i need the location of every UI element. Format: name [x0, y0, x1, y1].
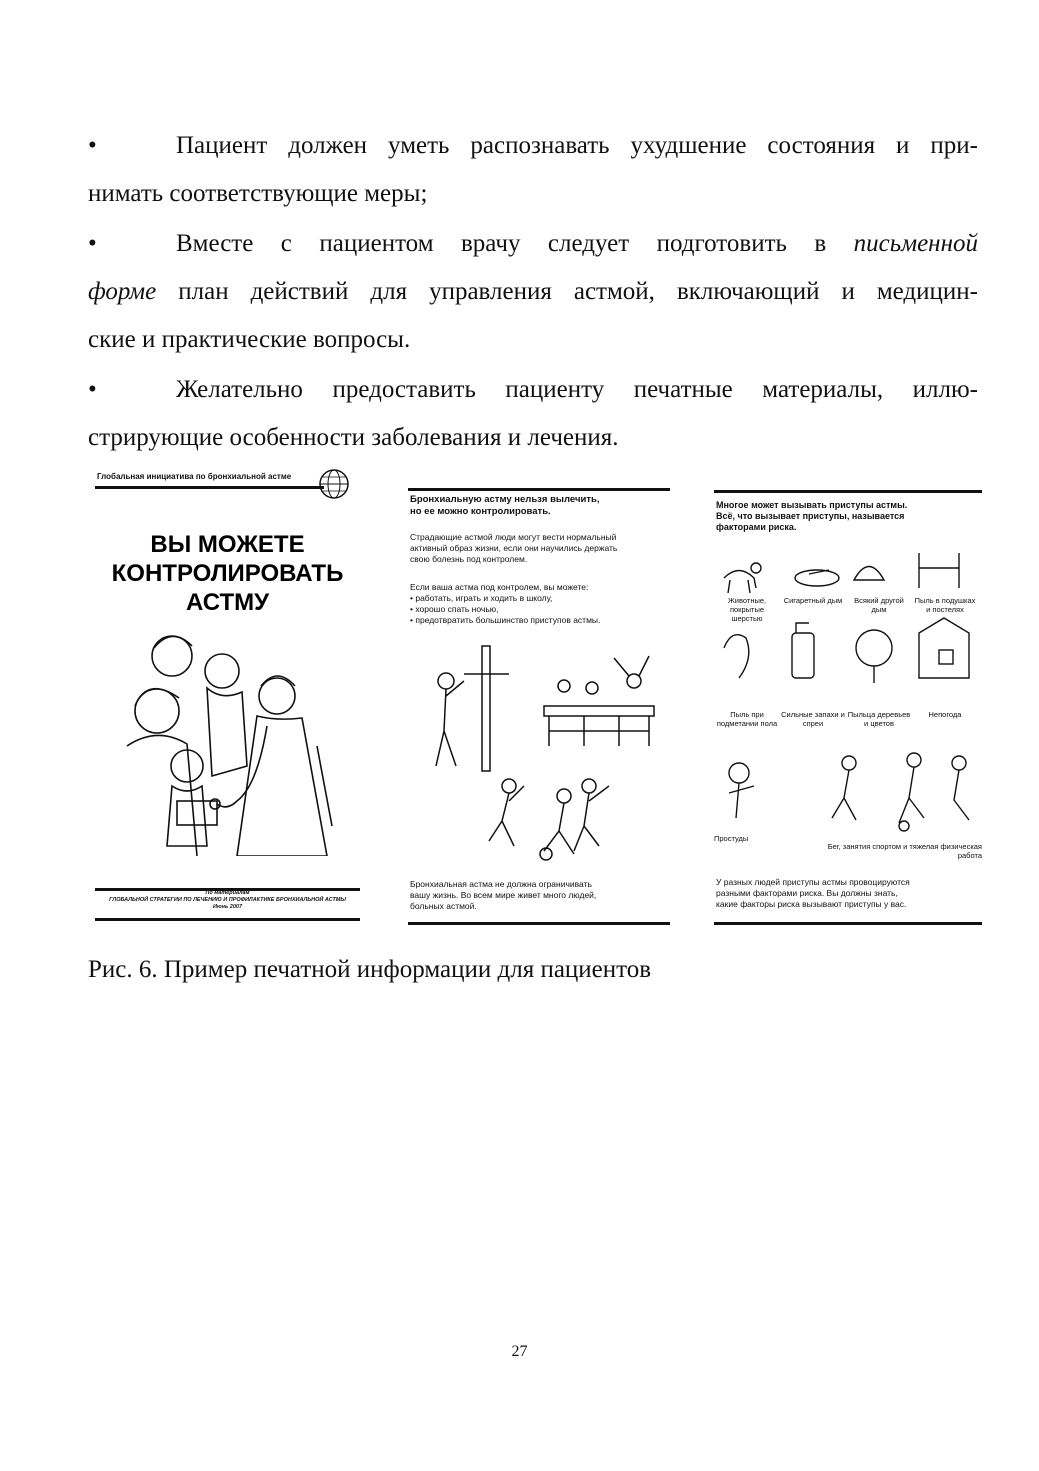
globe-logo-icon: [318, 468, 350, 505]
trigger-label: Бег, занятия спортом и тяжелая физическая работа: [827, 842, 982, 860]
italic-text: письменной: [853, 230, 978, 257]
panel2-list-heading: Если ваша астма под контролем, вы можете:: [410, 582, 589, 592]
panel2-intro: [410, 532, 672, 565]
paragraph-text: ские и практические вопросы.: [88, 326, 411, 353]
bullet-symbol: •: [88, 376, 97, 403]
paragraph-text: Вместе с пациентом врачу следует подготовить в: [176, 230, 854, 257]
paragraph-text: нимать соответствующие меры;: [88, 180, 428, 207]
footer-line: разными факторами риска. Вы должны знать,: [716, 888, 898, 898]
gina-header-text: Глобальная инициатива по бронхиальной астме: [97, 472, 292, 481]
footer-line: ГЛОБАЛЬНОЙ СТРАТЕГИИ ПО ЛЕЧЕНИЮ И ПРОФИЛАКТИКЕ БРОНХИАЛЬНОЙ АСТМЫ: [109, 897, 346, 903]
title-line: АСТМУ: [185, 589, 270, 616]
heading-line: но ее можно контролировать.: [410, 506, 551, 517]
trigger-label: Всякий другой дым: [854, 596, 904, 614]
trigger-label: Простуды: [714, 834, 749, 843]
title-line: КОНТРОЛИРОВАТЬ: [111, 560, 344, 587]
dog-icon: [724, 571, 756, 594]
list-item: • предотвратить большинство приступов астмы.: [410, 615, 672, 626]
intro-line: активный образ жизни, если они научились держать: [410, 543, 618, 553]
footer-line: У разных людей приступы астмы провоцируются: [716, 877, 910, 887]
figure-6-leaflets: [90, 466, 982, 936]
active-life-illustration: [414, 636, 664, 876]
panel2-heading: [410, 494, 668, 518]
figure-caption: Рис. 6. Пример печатной информации для пациентов: [88, 956, 652, 983]
header-rule: [408, 488, 670, 491]
bullet-paragraph-2: [88, 220, 978, 364]
heading-line: факторами риска.: [716, 522, 797, 532]
family-doctor-illustration: [117, 626, 347, 861]
panel2-list: [410, 593, 672, 626]
panel2-footer: [410, 879, 658, 912]
trigger-icons: [714, 538, 982, 878]
intro-line: свою болезнь под контролем.: [410, 554, 528, 564]
header-rule: [714, 490, 982, 493]
trigger-label: Пыль при подметании пола: [716, 710, 778, 728]
footer-rule: [408, 922, 670, 925]
leaflet-cover-panel: [95, 466, 360, 928]
paragraph-text: Желательно предоставить пациенту печатные материалы, иллю-: [176, 376, 978, 403]
trigger-label: Пыль в подушках и постелях: [914, 596, 976, 614]
trigger-label: Сигаретный дым: [783, 596, 843, 605]
heading-line: Многое может вызывать приступы астмы.: [716, 500, 908, 510]
header-rule: [95, 486, 324, 489]
paragraph-text: Пациент должен уметь распознавать ухудшение состояния и при-: [176, 132, 978, 159]
bullet-symbol: •: [88, 132, 97, 159]
footer-line: Июнь 2007: [212, 904, 243, 910]
list-item: • работать, играть и ходить в школу,: [410, 593, 672, 604]
trigger-label: Животные, покрытые шерстью: [727, 596, 767, 623]
page-number: 27: [511, 1343, 528, 1360]
bullet-symbol: •: [88, 230, 97, 257]
panel3-footer: [716, 877, 978, 910]
trigger-label: Пыльца деревьев и цветов: [847, 710, 911, 728]
cover-footer-text: [95, 890, 360, 911]
footer-rule: [714, 922, 982, 925]
bullet-paragraph-1: [88, 122, 978, 218]
title-line: ВЫ МОЖЕТЕ: [150, 531, 305, 558]
italic-text: форме: [88, 278, 157, 305]
leaflet-triggers-panel: [714, 466, 982, 928]
heading-line: Бронхиальную астму нельзя вылечить,: [410, 494, 600, 505]
paragraph-text: стрирующие особенности заболевания и лечения.: [88, 424, 619, 451]
bullet-paragraph-3: [88, 366, 978, 462]
footer-line: какие факторы риска вызывают приступы у вас.: [716, 899, 907, 909]
leaflet-control-panel: [408, 466, 670, 928]
trigger-label: Непогода: [928, 710, 962, 719]
trigger-label: Сильные запахи и спреи: [781, 710, 845, 728]
paragraph-text: план действий для управления астмой, включающий и медицин-: [156, 278, 978, 305]
heading-line: Всё, что вызывает приступы, называется: [716, 511, 905, 521]
panel3-heading: [716, 500, 978, 533]
footer-line: вашу жизнь. Во всем мире живет много людей,: [410, 890, 597, 900]
footer-rule-bottom: [95, 918, 360, 921]
intro-line: Страдающие астмой люди могут вести нормальный: [410, 532, 617, 542]
footer-line: По материалам: [205, 890, 250, 896]
list-item: • хорошо спать ночью,: [410, 604, 672, 615]
footer-line: Бронхиальная астма не должна ограничивать: [410, 879, 592, 889]
footer-line: больных астмой.: [410, 901, 477, 911]
leaflet-main-title: [95, 530, 360, 617]
